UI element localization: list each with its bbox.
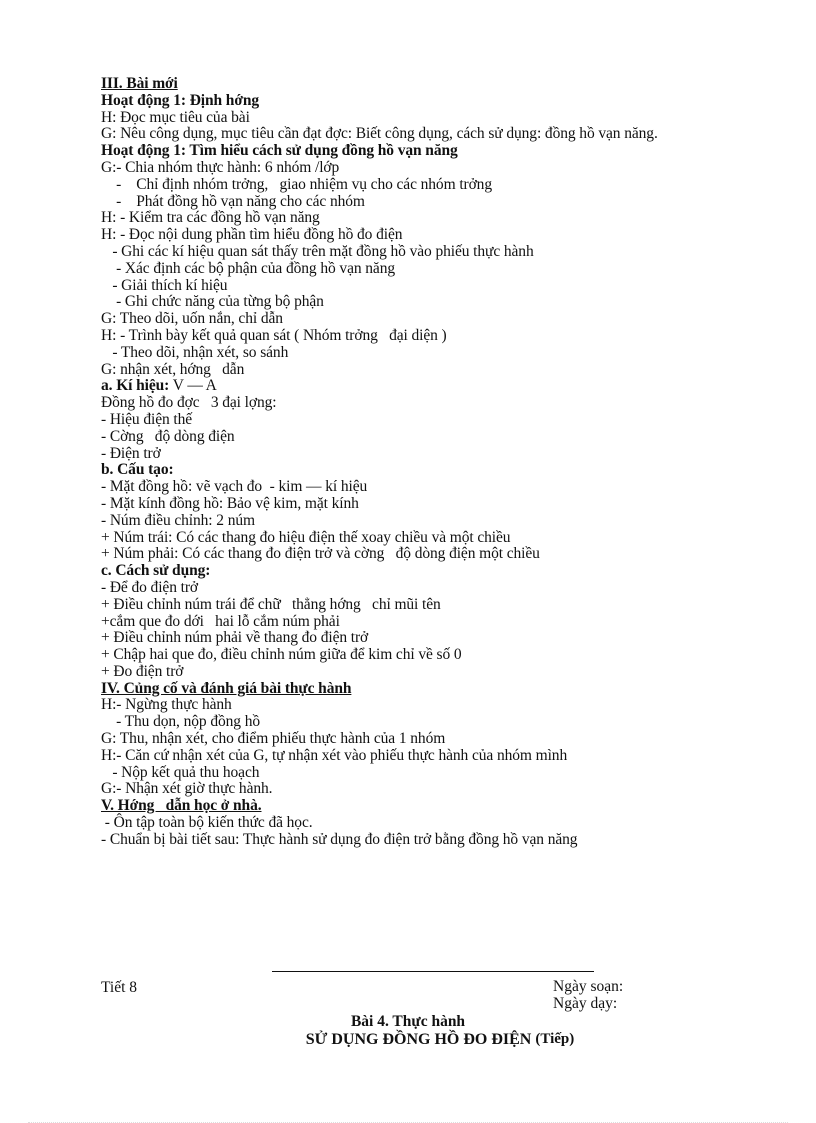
text-line: - Xác định các bộ phận của đồng hồ vạn năng <box>101 259 396 277</box>
text-line: + Điều chỉnh núm phải về thang đo điện trở <box>101 629 369 647</box>
lesson-period: Tiết 8 <box>101 979 138 996</box>
text-line: - Thu dọn, nộp đồng hồ <box>101 713 260 731</box>
text-line: H: Đọc mục tiêu của bài <box>101 108 250 126</box>
text-line: + Đo điện trở <box>101 662 184 680</box>
text-line: - Ôn tập toàn bộ kiến thức đã học. <box>101 814 313 832</box>
text-line: - Mặt đồng hồ: vẽ vạch đo - kim — kí hiệu <box>101 478 368 496</box>
lesson-title: Bài 4. Thực hành <box>350 1013 466 1030</box>
text-line: - Ghi chức năng của từng bộ phận <box>101 293 324 311</box>
symbol-label: a. Kí hiệu: <box>101 377 170 395</box>
text-line: - Ghi các kí hiệu quan sát thấy trên mặt đồng hồ vào phiếu thực hành <box>101 242 534 260</box>
text-line: H: - Đọc nội dung phần tìm hiểu đồng hồ đo điện <box>101 226 403 244</box>
text-line <box>101 378 781 395</box>
text-line: - Hiệu điện thế <box>101 410 193 428</box>
text-line: H:- Căn cứ nhận xét của G, tự nhận xét vào phiếu thực hành của nhóm mình <box>101 746 568 764</box>
text-line: IV. Củng cố và đánh giá bài thực hành <box>101 679 352 697</box>
text-line: - Chỉ định nhóm trởng, giao nhiệm vụ cho các nhóm trởng <box>101 175 492 193</box>
lesson-subtitle-main: SỬ DỤNG ĐỒNG HỒ ĐO ĐIỆN <box>305 1031 536 1048</box>
text-line: - Mặt kính đồng hồ: Bảo vệ kim, mặt kính <box>101 494 359 512</box>
text-line: - Nộp kết quả thu hoạch <box>101 763 260 781</box>
text-line: G: Theo dõi, uốn nắn, chỉ dẫn <box>101 310 283 328</box>
text-line: Hoạt động 1: Tìm hiểu cách sử dụng đồng hồ vạn năng <box>101 142 458 160</box>
text-line: - Theo dõi, nhận xét, so sánh <box>101 343 289 361</box>
text-line: + Chập hai que đo, điều chỉnh núm giữa để kim chỉ về số 0 <box>101 646 462 664</box>
text-line: III. Bài mới <box>101 75 178 92</box>
text-line: H: - Trình bày kết quả quan sát ( Nhóm trởng đại diện ) <box>101 326 447 344</box>
lesson-subtitle-continued: (Tiếp) <box>535 1031 575 1047</box>
text-line: - Núm điều chỉnh: 2 núm <box>101 511 255 529</box>
text-line: + Núm phải: Có các thang đo điện trở và cờng độ dòng điện một chiều <box>101 545 540 563</box>
text-line: - Điện trở <box>101 444 161 462</box>
text-line: + Núm trái: Có các thang đo hiệu điện thế xoay chiều và một chiều <box>101 528 511 546</box>
text-line: - Chuẩn bị bài tiết sau: Thực hành sử dụng đo điện trở bằng đồng hồ vạn năng <box>101 830 578 848</box>
text-line: V. Hớng dẫn học ở nhà. <box>101 797 262 815</box>
text-line: Hoạt động 1: Định hớng <box>101 91 259 109</box>
text-line: H: - Kiểm tra các đồng hồ vạn năng <box>101 209 320 227</box>
separator-rule <box>272 971 594 972</box>
text-line: H:- Ngừng thực hành <box>101 696 232 714</box>
lesson-body <box>101 76 781 849</box>
prepared-date-label: Ngày soạn: <box>553 978 624 995</box>
text-line: G: Nêu công dụng, mục tiêu cần đạt đợc: Biết công dụng, cách sử dụng: đồng hồ vạn năng. <box>101 125 658 143</box>
text-line: +cắm que đo dới hai lỗ cắm núm phải <box>101 612 340 630</box>
date-fields <box>553 979 623 1012</box>
text-line: Đồng hồ đo đợc 3 đại lợng: <box>101 394 277 412</box>
text-line: G: Thu, nhận xét, cho điểm phiếu thực hành của 1 nhóm <box>101 730 446 748</box>
text-line: - Cờng độ dòng điện <box>101 427 235 445</box>
text-line: - Giải thích kí hiệu <box>101 276 228 294</box>
lesson-subtitle <box>0 1031 816 1049</box>
text-line: G:- Nhận xét giờ thực hành. <box>101 780 273 798</box>
text-line: - Để đo điện trở <box>101 578 198 596</box>
text-line: b. Cấu tạo: <box>101 461 174 479</box>
text-line: - Phát đồng hồ vạn năng cho các nhóm <box>101 192 365 210</box>
symbol-value: V — A <box>169 377 217 395</box>
text-line: + Điều chỉnh núm trái để chữ thẳng hớng chỉ mũi tên <box>101 595 441 613</box>
text-line: G: nhận xét, hớng dẫn <box>101 360 245 378</box>
teaching-date-label: Ngày dạy: <box>553 994 618 1012</box>
text-line: c. Cách sử dụng: <box>101 562 211 580</box>
text-line: G:- Chia nhóm thực hành: 6 nhóm /lớp <box>101 158 340 176</box>
